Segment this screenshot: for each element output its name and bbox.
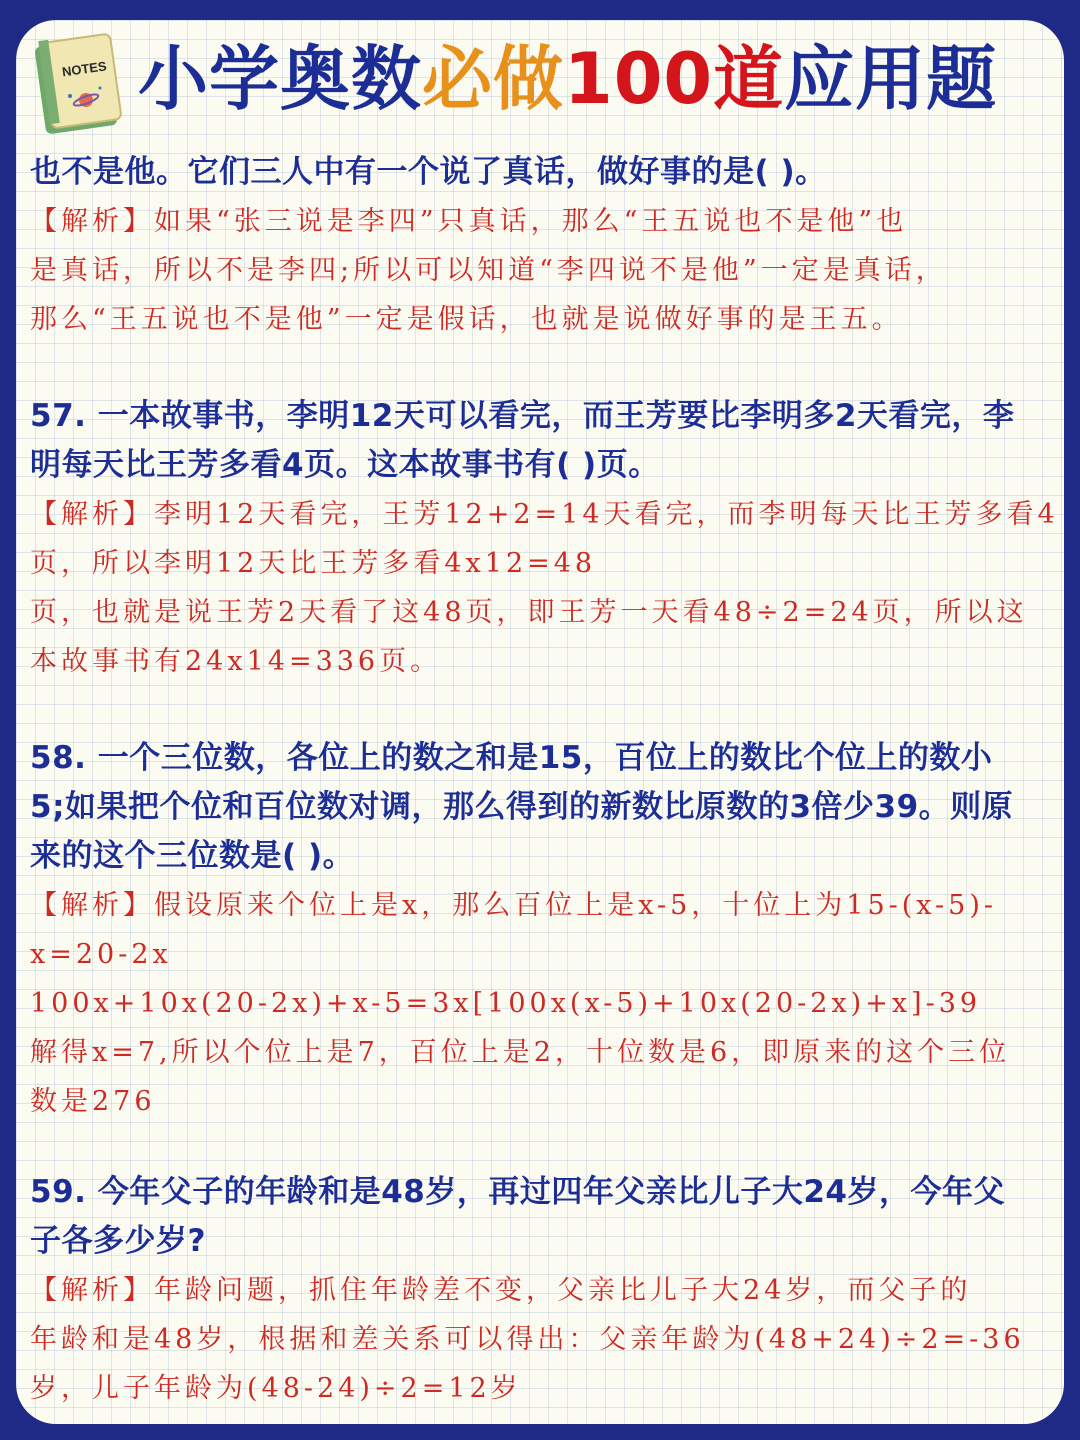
problem-56-tail (30, 148, 1060, 344)
answer-line: 年龄和是48岁，根据和差关系可以得出：父亲年龄为(48+24)÷2=-36 (30, 1324, 1025, 1355)
question-line: 也不是他。它们三人中有一个说了真话，做好事的是( )。 (30, 154, 827, 190)
answer-line: 【解析】李明12天看完，王芳12+2=14天看完，而李明每天比王芳多看4 (30, 499, 1059, 530)
title-part-4: 应用题 (784, 38, 998, 120)
answer-line: 是真话，所以不是李四;所以可以知道“李四说不是他”一定是真话， (30, 255, 947, 286)
question-line: 57. 一本故事书，李明12天可以看完，而王芳要比李明多2天看完，李 (30, 398, 1015, 434)
answer-line: 本故事书有24x14=336页。 (30, 646, 442, 677)
problem-57 (30, 392, 1060, 686)
problem-58 (30, 734, 1060, 1126)
notebook-icon (30, 28, 126, 136)
problem-list (30, 148, 1060, 1413)
spacer (30, 344, 1060, 392)
notes-paper (16, 20, 1064, 1424)
question-line: 58. 一个三位数，各位上的数之和是15，百位上的数比个位上的数小 (30, 740, 993, 776)
answer-line: 数是276 (30, 1086, 156, 1117)
question-line: 明每天比王芳多看4页。这本故事书有( )页。 (30, 447, 660, 483)
question-line: 5;如果把个位和百位数对调，那么得到的新数比原数的3倍少39。则原 (30, 789, 1014, 825)
spacer (30, 1126, 1060, 1168)
answer-line: 页，也就是说王芳2天看了这48页，即王芳一天看48÷2=24页，所以这 (30, 597, 1028, 628)
notebook-label: NOTES (61, 58, 108, 80)
answer-line: 【解析】如果“张三说是李四”只真话，那么“王五说也不是他”也 (30, 206, 908, 237)
answer-line: 岁，儿子年龄为(48-24)÷2=12岁 (30, 1373, 522, 1404)
answer-line: 页，所以李明12天比王芳多看4x12=48 (30, 548, 597, 579)
title-part-3: 100道 (564, 38, 785, 120)
answer-line: 【解析】假设原来个位上是x，那么百位上是x-5，十位上为15-(x-5)- (30, 890, 998, 921)
answer-line: 解得x=7,所以个位上是7，百位上是2，十位数是6，即原来的这个三位 (30, 1037, 1011, 1068)
answer-line: 那么“王五说也不是他”一定是假话，也就是说做好事的是王五。 (30, 304, 903, 335)
spacer (30, 686, 1060, 734)
header (16, 20, 1064, 150)
answer-line: x=20-2x (30, 939, 172, 970)
answer-line: 100x+10x(20-2x)+x-5=3x[100x(x-5)+10x(20-2x)+x]-39 (30, 988, 982, 1019)
question-line: 59. 今年父子的年龄和是48岁，再过四年父亲比儿子大24岁，今年父 (30, 1174, 1005, 1210)
question-line: 子各多少岁? (30, 1223, 206, 1259)
answer-line: 【解析】年龄问题，抓住年龄差不变，父亲比儿子大24岁，而父子的 (30, 1275, 972, 1306)
problem-59 (30, 1168, 1060, 1413)
title-part-2: 必做 (422, 38, 564, 120)
page-title (138, 38, 998, 120)
question-line: 来的这个三位数是( )。 (30, 838, 355, 874)
title-part-1: 小学奥数 (138, 38, 422, 120)
